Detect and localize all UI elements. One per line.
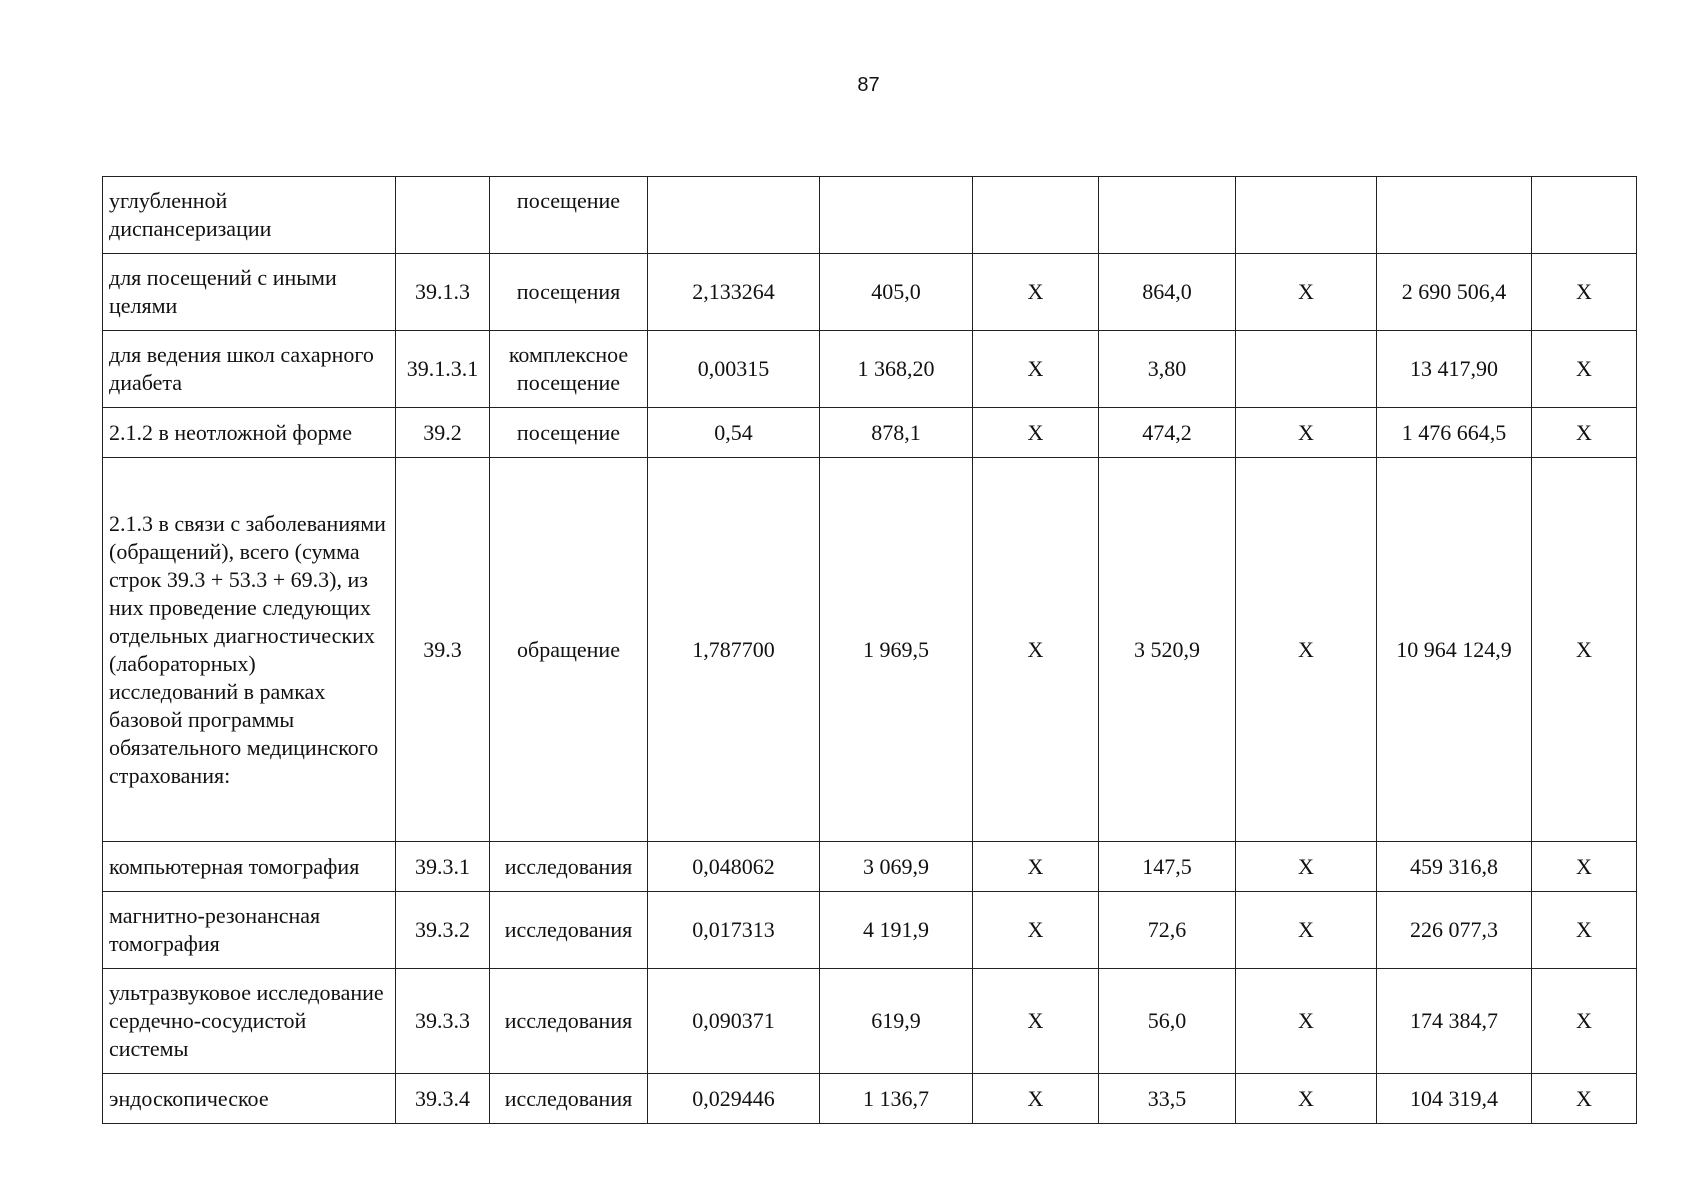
row-unit-cell: посещения (490, 254, 648, 331)
row-value-cell: 864,0 (1099, 254, 1236, 331)
row-value-cell: Х (1532, 969, 1637, 1074)
row-unit-cell: исследования (490, 969, 648, 1074)
page-number: 87 (857, 74, 880, 96)
row-value-cell: Х (1236, 458, 1377, 842)
row-value-cell: 1 969,5 (820, 458, 973, 842)
row-code-cell: 39.2 (396, 408, 490, 458)
row-value-cell: Х (973, 408, 1099, 458)
row-name-cell: магнитно-резонансная томография (103, 892, 396, 969)
row-name-cell: для посещений с иными целями (103, 254, 396, 331)
row-value-cell: Х (973, 458, 1099, 842)
row-name-cell: эндоскопическое (103, 1074, 396, 1124)
row-unit-cell: посещение (490, 408, 648, 458)
row-value-cell: 147,5 (1099, 842, 1236, 892)
row-unit-cell: комплексное посещение (490, 331, 648, 408)
row-value-cell (1236, 177, 1377, 254)
row-unit-cell: исследования (490, 842, 648, 892)
data-table (102, 176, 1637, 1124)
row-value-cell: Х (973, 254, 1099, 331)
row-value-cell: 174 384,7 (1377, 969, 1532, 1074)
row-name-cell: 2.1.2 в неотложной форме (103, 408, 396, 458)
row-name-cell: компьютерная томография (103, 842, 396, 892)
row-value-cell: 0,017313 (648, 892, 820, 969)
row-unit-cell: исследования (490, 1074, 648, 1124)
row-value-cell: Х (1532, 1074, 1637, 1124)
row-value-cell: Х (973, 969, 1099, 1074)
row-value-cell: 0,00315 (648, 331, 820, 408)
row-value-cell: Х (1532, 458, 1637, 842)
row-value-cell: Х (1236, 254, 1377, 331)
row-value-cell: 2 690 506,4 (1377, 254, 1532, 331)
row-value-cell: Х (973, 1074, 1099, 1124)
row-value-cell: 2,133264 (648, 254, 820, 331)
row-code-cell: 39.1.3 (396, 254, 490, 331)
row-value-cell: 4 191,9 (820, 892, 973, 969)
row-value-cell (1099, 177, 1236, 254)
row-value-cell: 0,54 (648, 408, 820, 458)
row-value-cell: 0,090371 (648, 969, 820, 1074)
row-code-cell: 39.3.3 (396, 969, 490, 1074)
row-value-cell: 72,6 (1099, 892, 1236, 969)
row-code-cell: 39.3.4 (396, 1074, 490, 1124)
row-value-cell: 1 476 664,5 (1377, 408, 1532, 458)
row-value-cell: 3,80 (1099, 331, 1236, 408)
row-value-cell: 0,029446 (648, 1074, 820, 1124)
table-row (103, 408, 1637, 458)
row-unit-cell: посещение (490, 177, 648, 254)
table-row (103, 969, 1637, 1074)
row-name-cell: углубленной диспансеризации (103, 177, 396, 254)
row-value-cell: Х (1236, 842, 1377, 892)
row-value-cell: Х (973, 331, 1099, 408)
row-value-cell: Х (973, 842, 1099, 892)
row-value-cell: 1,787700 (648, 458, 820, 842)
table-row (103, 177, 1637, 254)
row-value-cell (1236, 331, 1377, 408)
row-name-cell: для ведения школ сахарного диабета (103, 331, 396, 408)
row-value-cell: Х (1236, 1074, 1377, 1124)
table-row (103, 254, 1637, 331)
row-value-cell: Х (1532, 331, 1637, 408)
table-row (103, 842, 1637, 892)
row-value-cell: Х (1532, 842, 1637, 892)
row-value-cell: Х (1236, 969, 1377, 1074)
row-value-cell: 1 136,7 (820, 1074, 973, 1124)
row-code-cell (396, 177, 490, 254)
row-value-cell: 474,2 (1099, 408, 1236, 458)
row-value-cell: Х (1532, 254, 1637, 331)
row-unit-cell: исследования (490, 892, 648, 969)
row-code-cell: 39.3.2 (396, 892, 490, 969)
row-value-cell (648, 177, 820, 254)
row-value-cell (820, 177, 973, 254)
table-row (103, 331, 1637, 408)
row-code-cell: 39.3 (396, 458, 490, 842)
row-value-cell: Х (973, 892, 1099, 969)
row-value-cell: 0,048062 (648, 842, 820, 892)
table-row (103, 892, 1637, 969)
row-value-cell: 1 368,20 (820, 331, 973, 408)
row-value-cell: 3 520,9 (1099, 458, 1236, 842)
row-code-cell: 39.3.1 (396, 842, 490, 892)
row-value-cell: 3 069,9 (820, 842, 973, 892)
row-value-cell: 104 319,4 (1377, 1074, 1532, 1124)
row-value-cell: Х (1532, 892, 1637, 969)
row-value-cell: 10 964 124,9 (1377, 458, 1532, 842)
row-value-cell: 878,1 (820, 408, 973, 458)
row-value-cell: 405,0 (820, 254, 973, 331)
row-value-cell: 33,5 (1099, 1074, 1236, 1124)
row-value-cell (973, 177, 1099, 254)
row-name-cell: ультразвуковое исследование сердечно-сосудистой системы (103, 969, 396, 1074)
row-unit-cell: обращение (490, 458, 648, 842)
row-value-cell: 226 077,3 (1377, 892, 1532, 969)
row-value-cell: Х (1236, 892, 1377, 969)
row-value-cell: 56,0 (1099, 969, 1236, 1074)
row-value-cell: Х (1532, 408, 1637, 458)
table-row (103, 1074, 1637, 1124)
table-row (103, 458, 1637, 842)
row-value-cell (1532, 177, 1637, 254)
row-value-cell: 13 417,90 (1377, 331, 1532, 408)
row-name-cell: 2.1.3 в связи с заболеваниями (обращений), всего (сумма строк 39.3 + 53.3 + 69.3), из них проведение следующих отдельных диагностических (лабораторных) исследований в рамках базовой программы обязательного медицинского страхования: (103, 458, 396, 842)
row-value-cell: 619,9 (820, 969, 973, 1074)
row-value-cell (1377, 177, 1532, 254)
row-value-cell: Х (1236, 408, 1377, 458)
row-value-cell: 459 316,8 (1377, 842, 1532, 892)
row-code-cell: 39.1.3.1 (396, 331, 490, 408)
